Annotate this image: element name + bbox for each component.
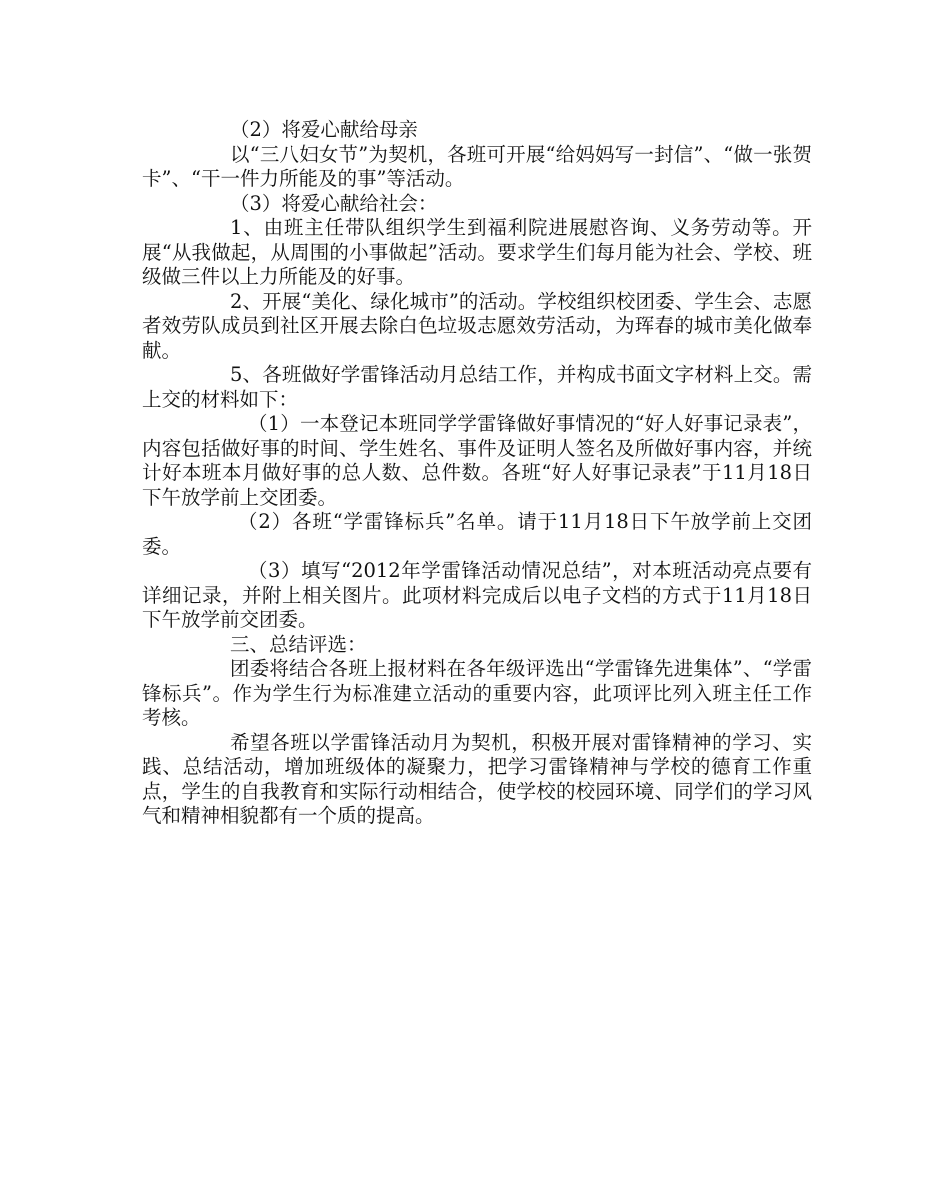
- paragraph-closing: 希望各班以学雷锋活动月为契机，积极开展对雷锋精神的学习、实践、总结活动，增加班级体的凝聚力，把学习雷锋精神与学校的德育工作重点，学生的自我教育和实际行动相结合，使学校的校园环境、同学们的学习风气和精神相貌都有一个质的提高。: [142, 730, 812, 827]
- paragraph-material-2: （2）各班“学雷锋标兵”名单。请于11月18日下午放学前上交团委。: [142, 510, 812, 558]
- paragraph-item-2: 2、开展“美化、绿化城市”的活动。学校组织校团委、学生会、志愿者效劳队成员到社区开展去除白色垃圾志愿效劳活动，为珲春的城市美化做奉献。: [142, 289, 812, 362]
- paragraph-material-3: （3）填写“2012年学雷锋活动情况总结”，对本班活动亮点要有详细记录，并附上相关图片。此项材料完成后以电子文档的方式于11月18日下午放学前交团委。: [142, 559, 812, 631]
- paragraph-evaluation: 团委将结合各班上报材料在各年级评选出“学雷锋先进集体”、“学雷锋标兵”。作为学生行为标准建立活动的重要内容，此项评比列入班主任工作考核。: [142, 657, 812, 729]
- paragraph-womens-day: 以“三八妇女节”为契机，各班可开展“给妈妈写一封信”、“做一张贺卡”、“干一件力所能及的事”等活动。: [142, 142, 812, 190]
- section-heading-summary: 三、总结评选：: [230, 632, 367, 656]
- paragraph-item-1: 1、由班主任带队组织学生到福利院进展慰咨询、义务劳动等。开展“从我做起，从周围的小事做起”活动。要求学生们每月能为社会、学校、班级做三件以上力所能及的好事。: [142, 216, 812, 288]
- document-body: [142, 118, 812, 829]
- paragraph-heading-society: （3）将爱心献给社会：: [230, 191, 438, 215]
- paragraph-heading-mother: （2）将爱心献给母亲: [230, 118, 418, 141]
- paragraph-material-1: （1）一本登记本班同学学雷锋做好事情况的“好人好事记录表”，内容包括做好事的时间、学生姓名、事件及证明人签名及所做好事内容，并统计好本班本月做好事的总人数、总件数。各班“好人好事记录表”于11月18日下午放学前上交团委。: [142, 412, 812, 509]
- paragraph-item-5: 5、各班做好学雷锋活动月总结工作，并构成书面文字材料上交。需上交的材料如下：: [142, 363, 812, 411]
